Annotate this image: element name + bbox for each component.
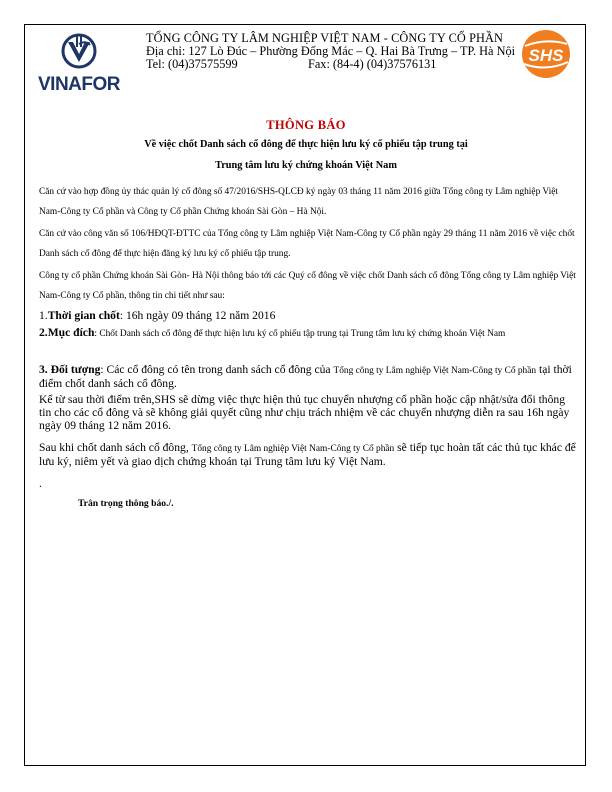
company-fax: Fax: (84-4) (04)37576131 [308,57,437,71]
item-record-time: 1.Thời gian chốt: 16h ngày 09 tháng 12 năm 2016 [39,309,276,322]
notice-title: THÔNG BÁO [266,118,346,132]
paragraph-next-steps: Sau khi chốt danh sách cổ đông, Tổng công ty Lâm nghiệp Việt Nam-Công ty Cổ phần sẽ tiếp tục hoàn tất các thủ tục khác để lưu ký, niêm yết và giao dịch chứng khoán tại Trung tâm lưu ký Việt Nam. [39,441,576,468]
item-purpose: 2.Mục đích: Chốt Danh sách cổ đông để thực hiện lưu ký cổ phiếu tập trung tại Trung tâm lưu ký chứng khoán Việt Nam [39,326,506,339]
vinafor-logo [34,30,124,96]
paragraph-suspension: Kể từ sau thời điểm trên,SHS sẽ dừng việc thực hiện thủ tục chuyển nhượng cổ phần hoặc cập nhật/sửa đổi thông tin cho các cổ đông và sẽ không giải quyết cũng như chịu trách nhiệm về các chuyển nhượng diễn ra sau 16h ngày ngày 09 tháng 12 năm 2016. [39,393,570,432]
shs-logo-icon [519,28,573,80]
vinafor-logo-text: VINAFOR [38,74,120,95]
item-subjects: 3. Đối tượng: Các cổ đông có tên trong danh sách cổ đông của Tổng công ty Lâm nghiệp Việt Nam-Công ty Cổ phần tại thời điểm chốt danh sách cổ đông. [39,363,572,390]
paragraph-dispatch: Căn cứ vào công văn số 106/HĐQT-ĐTTC của Tổng công ty Lâm nghiệp Việt Nam-Công ty Cổ phần ngày 29 tháng 11 năm 2016 về việc chốt Danh sách cổ đông để thực hiện đăng ký lưu ký cổ phiếu tập trung. [39,229,575,259]
paragraph-contract: Căn cứ vào hợp đồng ủy thác quản lý cổ đông số 47/2016/SHS-QLCĐ ký ngày 03 tháng 11 năm 2016 giữa Tổng công ty Lâm nghiệp Việt Nam-Công ty Cổ phần và Công ty Cổ phần Chứng khoán Sài Gòn – Hà Nội. [39,187,559,217]
company-name: TỔNG CÔNG TY LÂM NGHIỆP VIỆT NAM - CÔNG TY CỔ PHẦN [146,31,503,45]
letterhead [146,32,515,71]
notice-subject [30,134,582,176]
paragraph-announcement: Công ty cổ phần Chứng khoán Sài Gòn- Hà Nội thông báo tới các Quý cổ đông về việc chốt Danh sách cổ đông Tổng công ty Lâm nghiệp Việt Nam-Công ty Cổ phần, thông tin chi tiết như sau: [39,271,576,301]
vinafor-emblem-icon [60,32,98,70]
shs-logo [519,28,573,80]
closing-line: Trân trọng thông báo./. [78,498,174,509]
subject-line-1: Về việc chốt Danh sách cổ đông để thực hiện lưu ký cổ phiếu tập trung tại [144,139,468,150]
stray-dot: . [39,477,42,490]
subject-line-2: Trung tâm lưu ký chứng khoán Việt Nam [215,160,397,171]
shs-logo-text: SHS [528,46,564,65]
company-address: Địa chỉ: 127 Lò Đúc – Phường Đống Mác – Q. Hai Bà Trưng – TP. Hà Nội [146,44,516,58]
company-tel: Tel: (04)37575599 [146,57,238,71]
